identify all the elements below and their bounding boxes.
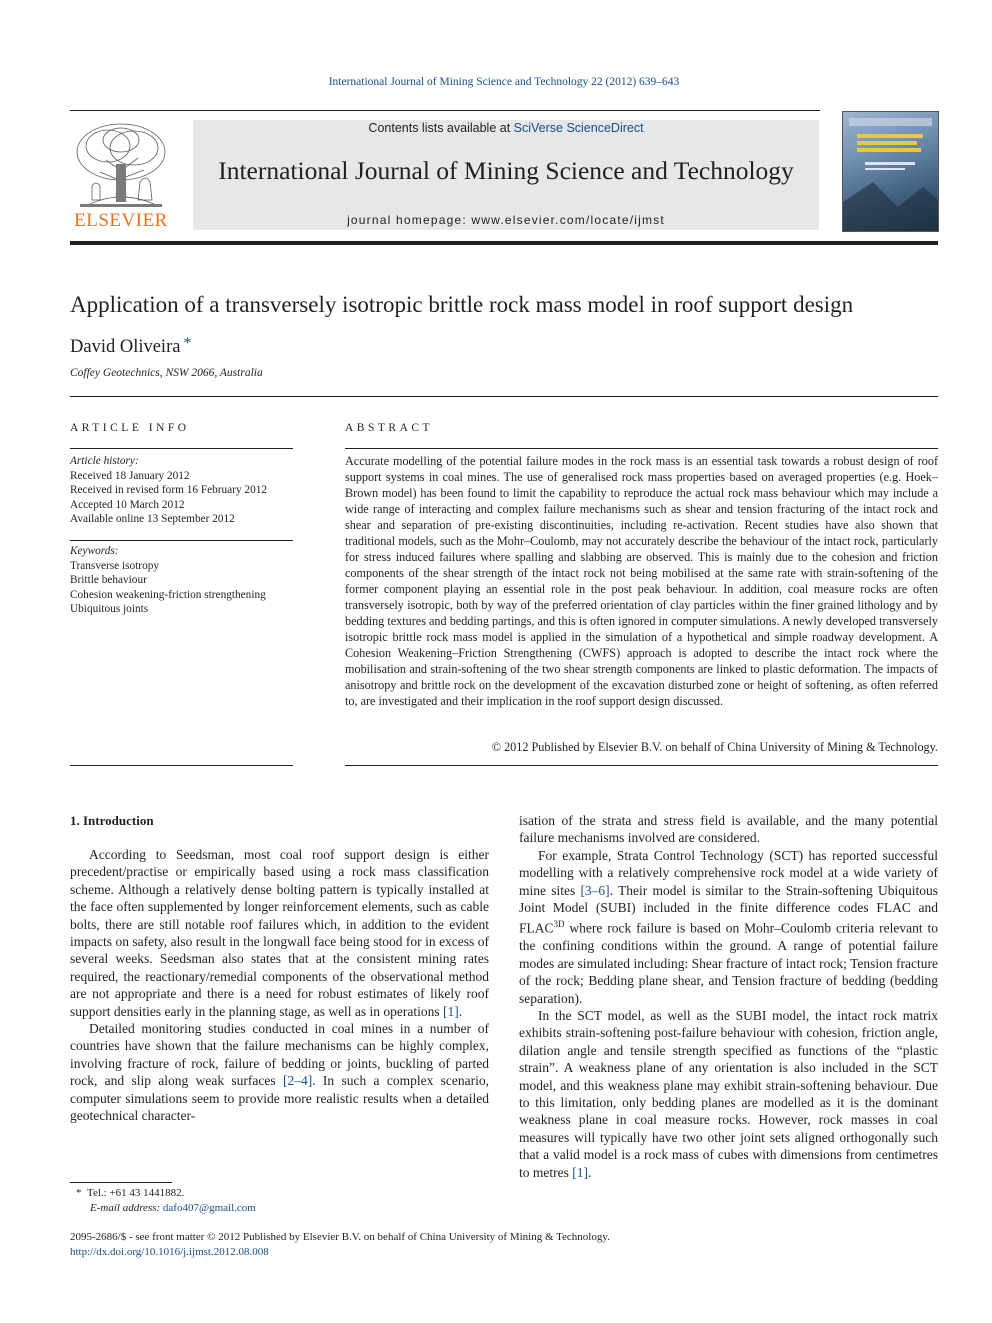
affiliation: Coffey Geotechnics, NSW 2066, Australia	[70, 367, 263, 379]
abstract-heading: ABSTRACT	[345, 422, 434, 434]
keyword-item: Brittle behaviour	[70, 574, 147, 586]
keyword-item: Transverse isotropy	[70, 559, 160, 572]
divider	[345, 765, 938, 766]
contents-prefix: Contents lists available at	[368, 121, 514, 135]
keywords	[70, 544, 310, 617]
email-link[interactable]: dafo407@gmail.com	[162, 1202, 256, 1214]
author-line	[70, 335, 191, 358]
citation-link[interactable]: [1]	[572, 1164, 588, 1180]
elsevier-tree-icon	[70, 120, 172, 210]
header-top-rule	[70, 110, 820, 111]
citation-link[interactable]: [3–6]	[580, 882, 610, 898]
author-name: David Oliveira	[70, 337, 181, 357]
contents-line	[193, 121, 819, 135]
article-info-heading: ARTICLE INFO	[70, 422, 190, 434]
divider	[70, 448, 293, 449]
keyword-item: Ubiquitous joints	[70, 603, 149, 615]
body-column-right	[519, 812, 938, 1181]
history-label: Article history:	[70, 455, 139, 467]
author-footnote-link[interactable]: *	[183, 335, 192, 352]
history-item: Available online 13 September 2012	[70, 513, 235, 525]
article-history	[70, 454, 310, 527]
footnote-tel-text: Tel.: +61 43 1441882.	[87, 1187, 185, 1199]
homepage-link[interactable]: www.elsevier.com/locate/ijmst	[471, 213, 665, 227]
section-heading-introduction: 1. Introduction	[70, 813, 154, 828]
footnote-email	[76, 1201, 256, 1216]
citation-link[interactable]: [1]	[443, 1003, 459, 1019]
elsevier-logo[interactable]	[70, 120, 172, 232]
email-label: E-mail address:	[90, 1202, 161, 1214]
history-item: Accepted 10 March 2012	[70, 498, 185, 511]
homepage-prefix: journal homepage:	[347, 213, 472, 227]
history-item: Received in revised form 16 February 2012	[70, 484, 268, 496]
history-item: Received 18 January 2012	[70, 469, 190, 482]
paragraph	[70, 1020, 489, 1124]
front-matter	[70, 1230, 610, 1259]
paragraph-text: In the SCT model, as well as the SUBI model, the intact rock matrix exhibits strain-softening post-failure behaviour with cohesion, friction angle, dilation angle and tensile strength specified as functions of the “plastic strain”. A weakness plane of any orientation is also included in the SCT model, and this weakness plane may exhibit strain-softening behaviour. Due to this limitation, only bedding planes are modelled as it is the dominant weakness plane in coal measure rocks. However, rock masses in coal measures will typically have two other joint sets aligned orthogonally such that a valid model is a rock mass of cubes with dimensions from centimetres to metres	[519, 1007, 938, 1180]
paragraph-text: . In such a complex scenario, computer simulations seem to provide more realistic results when a detailed geotechnical character-	[70, 1073, 489, 1124]
paragraph	[519, 847, 938, 1007]
homepage-line	[193, 213, 819, 227]
paragraph-text: According to Seedsman, most coal roof support design is either precedent/practise or empirically based using a rock mass classification scheme. Although a relatively dense bolting pattern is typically installed at the face often supplemented by longer reinforcement elements, such as cable bolts, there are still notable roof failures which, in addition to the evident impacts on safety, also result in the longwall face being stood for in excess of several weeks. Seedsman also states that at the consistent mining rates required, the reactionary/remedial components of the observational method are not appropriate and there is a need for robust estimates of likely roof support densities early in the planning stage, as well as in operations	[70, 847, 489, 1019]
doi-link[interactable]: http://dx.doi.org/10.1016/j.ijmst.2012.08.008	[70, 1245, 269, 1258]
divider	[345, 448, 938, 449]
article-title: Application of a transversely isotropic brittle rock mass model in roof support design	[70, 292, 854, 317]
journal-cover-image[interactable]	[842, 111, 939, 232]
citation-link[interactable]: [2–4]	[282, 1073, 313, 1089]
header-bottom-rule	[70, 241, 938, 245]
sciverse-link[interactable]: SciVerse ScienceDirect	[513, 121, 644, 135]
body-column-left	[70, 846, 489, 1125]
paragraph-text: .	[588, 1164, 592, 1180]
journal-title: International Journal of Mining Science and Technology	[218, 156, 794, 185]
cover-thumbnail-icon	[843, 112, 938, 231]
abstract-body: Accurate modelling of the potential failure modes in the rock mass is an essential task towards a robust design of roof support systems in coal mines. The use of generalised rock mass properties based on averaged properties (e.g. Hoek–Brown model) has been found to limit the capability to reproduce the actual rock mass behaviour which may include a wide range of interacting and complex failure mechanisms such as shear and tension fracturing of the intact rock and shear and separation of pre-existing discontinuities, including re-activation. Recent studies have also shown that traditional models, such as the Mohr–Coulomb, may not accurately describe the behaviour of the intact rock, particularly for stress induced failures where spalling and slabbing are observed. This is mainly due to the cohesion and friction components of the shear strength of the intact rock not being mobilised at the same rate with strain-softening of the former component playing an essential role in the post peak behaviour. In addition, coal measure rocks are often transversely isotropic, both by way of the preferred orientation of clay particles within the finer grained lithology and by bedding textures and bedding partings, and this is often ignored in computer simulations. A newly developed transversely isotropic brittle rock mass model is applied in the simulation of a hypothetical and simple roadway development. A Cohesion Weakening–Friction Strengthening (CWFS) approach is adopted to describe the intact rock where the mobilisation and strain-softening of the two shear strength components are linked to plastic deformation. The impacts of anisotropy and brittle rock on the development of the excavation disturbed zone or height of softening, as often referred to, are investigated and their implication in the roof support design discussed.	[345, 454, 938, 708]
paragraph	[70, 846, 489, 1020]
footnote-mark: *	[76, 1187, 82, 1199]
journal-citation[interactable]: International Journal of Mining Science and Technology 22 (2012) 639–643	[328, 76, 680, 88]
divider	[70, 396, 938, 397]
superscript: 3D	[553, 919, 565, 930]
paragraph-text: .	[458, 1003, 463, 1019]
paragraph-text: For example, Strata Control Technology (SCT) has reported successful modelling with a relatively comprehensive rock model at a wide variety of mine sites	[519, 847, 938, 898]
divider	[70, 540, 293, 541]
paragraph	[519, 812, 938, 847]
paragraph-text: isation of the strata and stress field is available, and the many potential failure mechanisms involved are considered.	[519, 813, 938, 846]
abstract-copyright: © 2012 Published by Elsevier B.V. on behalf of China University of Mining & Technology.	[491, 740, 938, 754]
issn-line: 2095-2686/$ - see front matter © 2012 Published by Elsevier B.V. on behalf of China University of Mining & Technology.	[70, 1231, 610, 1243]
paragraph	[519, 1007, 938, 1181]
footnote-rule	[70, 1182, 172, 1183]
journal-header-band	[193, 120, 819, 230]
paragraph-text: . Their model is similar to the Strain-softening Ubiquitous Joint Model (SUBI) included in the finite difference codes FLAC and FLAC	[519, 882, 939, 936]
elsevier-wordmark: ELSEVIER	[74, 210, 168, 231]
divider	[70, 765, 293, 766]
paragraph-text: Detailed monitoring studies conducted in coal mines in a number of countries have shown that the failure mechanisms can be highly complex, involving fracture of rock, failure of bedding or joints, buckling of parted rock, and slip along weak surfaces	[70, 1021, 489, 1089]
author-footnote	[76, 1186, 256, 1216]
keywords-label: Keywords:	[70, 545, 119, 557]
paragraph-text: where rock failure is based on Mohr–Coulomb criteria relevant to the confining conditions within the ground. A range of potential failure modes are simulated including: Shear fracture of intact rock; Tension fracture of the rock; Bedding plane shear, and Tension fracture of bedding (bedding separation).	[519, 920, 938, 1006]
footnote-tel	[76, 1186, 256, 1201]
keyword-item: Cohesion weakening-friction strengthening	[70, 588, 266, 601]
